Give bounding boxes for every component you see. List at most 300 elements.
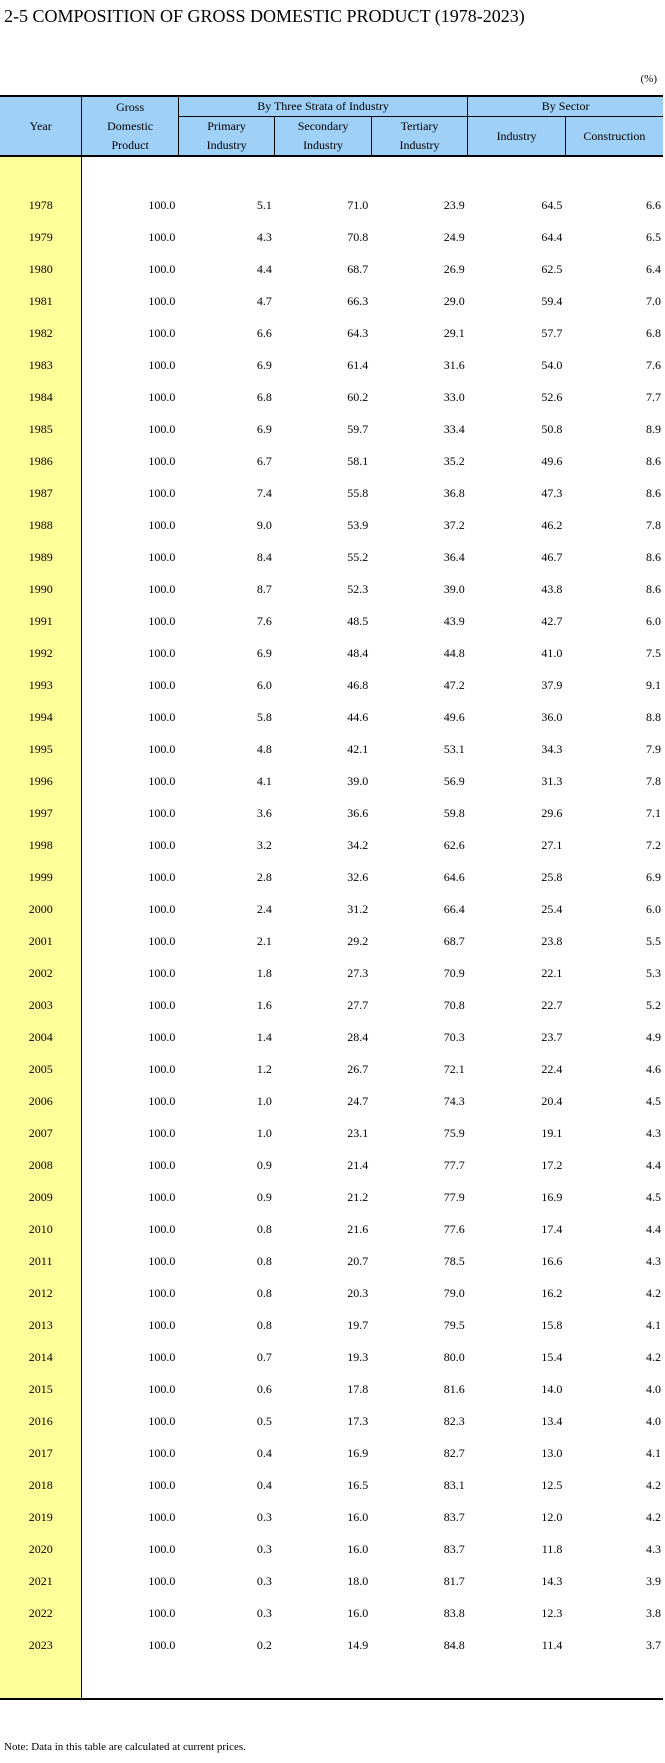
cell-tertiary-industry: 77.9 [443, 1190, 465, 1204]
cell-construction: 6.9 [646, 870, 661, 884]
cell-tertiary-industry: 62.6 [443, 838, 465, 852]
cell-secondary-industry: 66.3 [347, 294, 369, 308]
cell-secondary-industry: 29.2 [347, 934, 369, 948]
cell-construction: 3.8 [646, 1606, 661, 1620]
cell-gdp: 100.0 [82, 1597, 178, 1629]
cell-primary-industry: 0.9 [256, 1190, 272, 1204]
cell-year: 1991 [0, 605, 82, 637]
cell-industry: 23.8 [541, 934, 563, 948]
cell-gdp: 100.0 [82, 861, 178, 893]
cell-construction: 3.7 [646, 1638, 661, 1652]
cell-tertiary-industry: 49.6 [443, 710, 465, 724]
cell-primary-industry: 4.1 [256, 774, 272, 788]
table-row [0, 605, 663, 637]
cell-primary-industry: 0.8 [256, 1222, 272, 1236]
cell-gdp: 100.0 [82, 221, 178, 253]
cell-gdp: 100.0 [82, 541, 178, 573]
cell-primary-industry: 0.7 [256, 1350, 272, 1364]
table-row [0, 733, 663, 765]
table-row [0, 1565, 663, 1597]
table-row [0, 413, 663, 445]
cell-industry: 12.0 [541, 1510, 563, 1524]
cell-construction: 4.3 [646, 1542, 661, 1556]
cell-gdp: 100.0 [82, 829, 178, 861]
cell-secondary-industry: 23.1 [347, 1126, 369, 1140]
cell-secondary-industry: 19.7 [347, 1318, 369, 1332]
cell-year: 1983 [0, 349, 82, 381]
table-row [0, 701, 663, 733]
cell-gdp: 100.0 [82, 1309, 178, 1341]
cell-industry: 42.7 [541, 614, 563, 628]
table-note: Note: Data in this table are calculated at current prices. [4, 1741, 246, 1753]
cell-secondary-industry: 21.4 [347, 1158, 369, 1172]
cell-tertiary-industry: 68.7 [443, 934, 465, 948]
cell-construction: 4.2 [646, 1286, 661, 1300]
header-primary-industry: Primary Industry [178, 117, 274, 157]
cell-gdp: 100.0 [82, 445, 178, 477]
table-row [0, 253, 663, 285]
cell-industry: 11.4 [541, 1638, 563, 1652]
cell-tertiary-industry: 83.1 [443, 1478, 465, 1492]
header-tertiary-industry: Tertiary Industry [371, 117, 467, 157]
table-row [0, 1117, 663, 1149]
cell-year: 1995 [0, 733, 82, 765]
table-row [0, 1021, 663, 1053]
cell-primary-industry: 0.6 [256, 1382, 272, 1396]
cell-gdp: 100.0 [82, 1245, 178, 1277]
cell-tertiary-industry: 77.6 [443, 1222, 465, 1236]
cell-construction: 7.0 [646, 294, 661, 308]
table-row [0, 1085, 663, 1117]
cell-year: 1978 [0, 189, 82, 221]
cell-year: 2017 [0, 1437, 82, 1469]
table-row [0, 349, 663, 381]
table-row [0, 893, 663, 925]
table-row [0, 445, 663, 477]
cell-secondary-industry: 55.8 [347, 486, 369, 500]
cell-industry: 25.4 [541, 902, 563, 916]
cell-primary-industry: 3.2 [256, 838, 272, 852]
cell-year: 1999 [0, 861, 82, 893]
table-row [0, 573, 663, 605]
cell-tertiary-industry: 24.9 [443, 230, 465, 244]
cell-industry: 62.5 [541, 262, 563, 276]
cell-secondary-industry: 31.2 [347, 902, 369, 916]
cell-gdp: 100.0 [82, 605, 178, 637]
cell-industry: 59.4 [541, 294, 563, 308]
cell-construction: 9.1 [646, 678, 661, 692]
gdp-composition-table [0, 95, 663, 1700]
cell-year: 1987 [0, 477, 82, 509]
cell-secondary-industry: 18.0 [347, 1574, 369, 1588]
cell-primary-industry: 0.8 [256, 1286, 272, 1300]
cell-gdp: 100.0 [82, 1341, 178, 1373]
cell-year: 1984 [0, 381, 82, 413]
cell-gdp: 100.0 [82, 1213, 178, 1245]
cell-year: 2000 [0, 893, 82, 925]
table-row [0, 1309, 663, 1341]
cell-year: 2007 [0, 1117, 82, 1149]
cell-secondary-industry: 59.7 [347, 422, 369, 436]
cell-gdp: 100.0 [82, 765, 178, 797]
table-row [0, 1405, 663, 1437]
cell-gdp: 100.0 [82, 989, 178, 1021]
cell-tertiary-industry: 81.7 [443, 1574, 465, 1588]
cell-primary-industry: 0.3 [256, 1574, 272, 1588]
cell-construction: 4.5 [646, 1190, 661, 1204]
cell-construction: 7.9 [646, 742, 661, 756]
cell-gdp: 100.0 [82, 253, 178, 285]
table-row [0, 797, 663, 829]
cell-gdp: 100.0 [82, 1629, 178, 1661]
table-row [0, 1181, 663, 1213]
cell-industry: 20.4 [541, 1094, 563, 1108]
table-row [0, 477, 663, 509]
cell-secondary-industry: 58.1 [347, 454, 369, 468]
cell-industry: 54.0 [541, 358, 563, 372]
cell-gdp: 100.0 [82, 1533, 178, 1565]
cell-year: 1982 [0, 317, 82, 349]
cell-year: 1988 [0, 509, 82, 541]
cell-tertiary-industry: 74.3 [443, 1094, 465, 1108]
cell-secondary-industry: 17.8 [347, 1382, 369, 1396]
cell-secondary-industry: 21.6 [347, 1222, 369, 1236]
cell-year: 1997 [0, 797, 82, 829]
cell-secondary-industry: 21.2 [347, 1190, 369, 1204]
cell-tertiary-industry: 70.9 [443, 966, 465, 980]
cell-construction: 7.6 [646, 358, 661, 372]
cell-construction: 4.2 [646, 1350, 661, 1364]
cell-secondary-industry: 20.3 [347, 1286, 369, 1300]
cell-industry: 25.8 [541, 870, 563, 884]
cell-secondary-industry: 14.9 [347, 1638, 369, 1652]
cell-gdp: 100.0 [82, 733, 178, 765]
cell-industry: 15.8 [541, 1318, 563, 1332]
cell-industry: 52.6 [541, 390, 563, 404]
cell-industry: 36.0 [541, 710, 563, 724]
cell-primary-industry: 7.4 [256, 486, 272, 500]
table-row [0, 509, 663, 541]
table-row [0, 861, 663, 893]
cell-primary-industry: 4.3 [256, 230, 272, 244]
cell-year: 2003 [0, 989, 82, 1021]
cell-secondary-industry: 16.5 [347, 1478, 369, 1492]
cell-industry: 22.1 [541, 966, 563, 980]
table-row [0, 381, 663, 413]
cell-tertiary-industry: 31.6 [443, 358, 465, 372]
unit-label: (%) [640, 73, 657, 85]
cell-primary-industry: 4.7 [256, 294, 272, 308]
cell-construction: 6.4 [646, 262, 661, 276]
cell-year: 2004 [0, 1021, 82, 1053]
cell-primary-industry: 4.4 [256, 262, 272, 276]
cell-gdp: 100.0 [82, 669, 178, 701]
cell-primary-industry: 8.7 [256, 582, 272, 596]
cell-tertiary-industry: 83.7 [443, 1510, 465, 1524]
table-row [0, 1341, 663, 1373]
cell-gdp: 100.0 [82, 1501, 178, 1533]
cell-gdp: 100.0 [82, 285, 178, 317]
cell-construction: 4.3 [646, 1126, 661, 1140]
cell-year: 2001 [0, 925, 82, 957]
cell-primary-industry: 2.8 [256, 870, 272, 884]
cell-tertiary-industry: 66.4 [443, 902, 465, 916]
cell-year: 1998 [0, 829, 82, 861]
cell-industry: 64.5 [541, 198, 563, 212]
cell-secondary-industry: 34.2 [347, 838, 369, 852]
cell-industry: 15.4 [541, 1350, 563, 1364]
cell-secondary-industry: 16.9 [347, 1446, 369, 1460]
table-row [0, 317, 663, 349]
table-row [0, 541, 663, 573]
cell-primary-industry: 6.8 [256, 390, 272, 404]
cell-tertiary-industry: 75.9 [443, 1126, 465, 1140]
cell-primary-industry: 2.1 [256, 934, 272, 948]
cell-primary-industry: 0.3 [256, 1606, 272, 1620]
cell-secondary-industry: 70.8 [347, 230, 369, 244]
cell-gdp: 100.0 [82, 1021, 178, 1053]
cell-construction: 4.5 [646, 1094, 661, 1108]
cell-gdp: 100.0 [82, 637, 178, 669]
cell-primary-industry: 6.7 [256, 454, 272, 468]
cell-year: 2011 [0, 1245, 82, 1277]
cell-construction: 4.4 [646, 1222, 661, 1236]
cell-industry: 31.3 [541, 774, 563, 788]
cell-secondary-industry: 48.5 [347, 614, 369, 628]
cell-tertiary-industry: 59.8 [443, 806, 465, 820]
cell-tertiary-industry: 47.2 [443, 678, 465, 692]
table-row [0, 1277, 663, 1309]
cell-industry: 12.5 [541, 1478, 563, 1492]
cell-primary-industry: 1.0 [256, 1094, 272, 1108]
cell-gdp: 100.0 [82, 573, 178, 605]
cell-year: 2015 [0, 1373, 82, 1405]
cell-primary-industry: 6.9 [256, 358, 272, 372]
cell-secondary-industry: 68.7 [347, 262, 369, 276]
cell-year: 1985 [0, 413, 82, 445]
cell-secondary-industry: 27.7 [347, 998, 369, 1012]
cell-tertiary-industry: 56.9 [443, 774, 465, 788]
table-row [0, 829, 663, 861]
cell-gdp: 100.0 [82, 1437, 178, 1469]
cell-year: 2023 [0, 1629, 82, 1661]
cell-primary-industry: 0.4 [256, 1478, 272, 1492]
cell-industry: 46.7 [541, 550, 563, 564]
cell-tertiary-industry: 70.8 [443, 998, 465, 1012]
table-row [0, 1629, 663, 1661]
cell-year: 2005 [0, 1053, 82, 1085]
cell-tertiary-industry: 64.6 [443, 870, 465, 884]
cell-construction: 4.0 [646, 1414, 661, 1428]
cell-primary-industry: 3.6 [256, 806, 272, 820]
cell-construction: 4.6 [646, 1062, 661, 1076]
cell-secondary-industry: 64.3 [347, 326, 369, 340]
cell-construction: 7.5 [646, 646, 661, 660]
cell-gdp: 100.0 [82, 1373, 178, 1405]
cell-secondary-industry: 19.3 [347, 1350, 369, 1364]
cell-year: 2013 [0, 1309, 82, 1341]
cell-gdp: 100.0 [82, 317, 178, 349]
cell-construction: 4.2 [646, 1478, 661, 1492]
cell-industry: 14.0 [541, 1382, 563, 1396]
cell-construction: 4.9 [646, 1030, 661, 1044]
cell-construction: 7.1 [646, 806, 661, 820]
header-three-strata: By Three Strata of Industry [178, 96, 467, 117]
cell-industry: 22.4 [541, 1062, 563, 1076]
cell-industry: 43.8 [541, 582, 563, 596]
cell-year: 1981 [0, 285, 82, 317]
table-row [0, 285, 663, 317]
cell-secondary-industry: 46.8 [347, 678, 369, 692]
cell-industry: 13.0 [541, 1446, 563, 1460]
cell-tertiary-industry: 81.6 [443, 1382, 465, 1396]
page-title: 2-5 COMPOSITION OF GROSS DOMESTIC PRODUCT (1978-2023) [4, 6, 525, 26]
cell-gdp: 100.0 [82, 701, 178, 733]
cell-secondary-industry: 16.0 [347, 1542, 369, 1556]
cell-gdp: 100.0 [82, 893, 178, 925]
cell-construction: 6.0 [646, 902, 661, 916]
cell-industry: 17.4 [541, 1222, 563, 1236]
cell-secondary-industry: 27.3 [347, 966, 369, 980]
cell-gdp: 100.0 [82, 413, 178, 445]
cell-construction: 4.4 [646, 1158, 661, 1172]
cell-construction: 6.5 [646, 230, 661, 244]
cell-year: 2021 [0, 1565, 82, 1597]
cell-industry: 37.9 [541, 678, 563, 692]
table-row [0, 1437, 663, 1469]
cell-industry: 57.7 [541, 326, 563, 340]
cell-tertiary-industry: 36.4 [443, 550, 465, 564]
cell-secondary-industry: 16.0 [347, 1510, 369, 1524]
cell-construction: 6.8 [646, 326, 661, 340]
cell-construction: 8.6 [646, 454, 661, 468]
cell-year: 1994 [0, 701, 82, 733]
cell-secondary-industry: 28.4 [347, 1030, 369, 1044]
cell-secondary-industry: 32.6 [347, 870, 369, 884]
cell-gdp: 100.0 [82, 957, 178, 989]
cell-tertiary-industry: 70.3 [443, 1030, 465, 1044]
cell-primary-industry: 6.6 [256, 326, 272, 340]
cell-gdp: 100.0 [82, 1117, 178, 1149]
cell-gdp: 100.0 [82, 477, 178, 509]
table-row [0, 637, 663, 669]
cell-year: 2010 [0, 1213, 82, 1245]
cell-year: 1986 [0, 445, 82, 477]
cell-secondary-industry: 61.4 [347, 358, 369, 372]
cell-industry: 50.8 [541, 422, 563, 436]
header-construction: Construction [565, 117, 663, 157]
cell-secondary-industry: 26.7 [347, 1062, 369, 1076]
cell-year: 2020 [0, 1533, 82, 1565]
cell-secondary-industry: 53.9 [347, 518, 369, 532]
cell-tertiary-industry: 80.0 [443, 1350, 465, 1364]
cell-gdp: 100.0 [82, 1565, 178, 1597]
cell-industry: 64.4 [541, 230, 563, 244]
cell-tertiary-industry: 35.2 [443, 454, 465, 468]
cell-gdp: 100.0 [82, 1053, 178, 1085]
cell-tertiary-industry: 82.3 [443, 1414, 465, 1428]
cell-gdp: 100.0 [82, 1469, 178, 1501]
cell-tertiary-industry: 78.5 [443, 1254, 465, 1268]
cell-construction: 7.2 [646, 838, 661, 852]
cell-tertiary-industry: 29.1 [443, 326, 465, 340]
cell-secondary-industry: 71.0 [347, 198, 369, 212]
table-body [0, 189, 663, 1661]
cell-secondary-industry: 17.3 [347, 1414, 369, 1428]
cell-tertiary-industry: 23.9 [443, 198, 465, 212]
header-secondary-industry: Secondary Industry [275, 117, 371, 157]
table-row [0, 1373, 663, 1405]
table-row [0, 765, 663, 797]
cell-secondary-industry: 20.7 [347, 1254, 369, 1268]
cell-primary-industry: 1.4 [256, 1030, 272, 1044]
cell-construction: 6.6 [646, 198, 661, 212]
header-industry: Industry [468, 117, 566, 157]
cell-secondary-industry: 24.7 [347, 1094, 369, 1108]
cell-year: 2016 [0, 1405, 82, 1437]
cell-gdp: 100.0 [82, 509, 178, 541]
cell-industry: 17.2 [541, 1158, 563, 1172]
cell-year: 1979 [0, 221, 82, 253]
cell-tertiary-industry: 77.7 [443, 1158, 465, 1172]
table-row [0, 1501, 663, 1533]
cell-primary-industry: 0.8 [256, 1318, 272, 1332]
cell-secondary-industry: 52.3 [347, 582, 369, 596]
cell-gdp: 100.0 [82, 1149, 178, 1181]
cell-industry: 23.7 [541, 1030, 563, 1044]
cell-tertiary-industry: 79.5 [443, 1318, 465, 1332]
cell-construction: 3.9 [646, 1574, 661, 1588]
cell-primary-industry: 5.1 [256, 198, 272, 212]
cell-primary-industry: 1.0 [256, 1126, 272, 1140]
cell-primary-industry: 6.0 [256, 678, 272, 692]
cell-gdp: 100.0 [82, 797, 178, 829]
cell-primary-industry: 0.8 [256, 1254, 272, 1268]
cell-construction: 7.8 [646, 774, 661, 788]
cell-tertiary-industry: 82.7 [443, 1446, 465, 1460]
table-row [0, 1149, 663, 1181]
cell-industry: 34.3 [541, 742, 563, 756]
cell-primary-industry: 1.6 [256, 998, 272, 1012]
cell-gdp: 100.0 [82, 1085, 178, 1117]
cell-primary-industry: 9.0 [256, 518, 272, 532]
cell-construction: 8.9 [646, 422, 661, 436]
cell-tertiary-industry: 83.7 [443, 1542, 465, 1556]
cell-construction: 5.5 [646, 934, 661, 948]
cell-gdp: 100.0 [82, 1277, 178, 1309]
cell-primary-industry: 7.6 [256, 614, 272, 628]
cell-primary-industry: 0.3 [256, 1542, 272, 1556]
cell-year: 2009 [0, 1181, 82, 1213]
cell-secondary-industry: 44.6 [347, 710, 369, 724]
cell-primary-industry: 6.9 [256, 422, 272, 436]
cell-tertiary-industry: 37.2 [443, 518, 465, 532]
cell-secondary-industry: 16.0 [347, 1606, 369, 1620]
cell-primary-industry: 6.9 [256, 646, 272, 660]
table-row [0, 989, 663, 1021]
table-row [0, 925, 663, 957]
cell-industry: 29.6 [541, 806, 563, 820]
cell-primary-industry: 0.4 [256, 1446, 272, 1460]
cell-industry: 16.2 [541, 1286, 563, 1300]
cell-year: 1992 [0, 637, 82, 669]
cell-industry: 47.3 [541, 486, 563, 500]
cell-primary-industry: 2.4 [256, 902, 272, 916]
cell-primary-industry: 8.4 [256, 550, 272, 564]
cell-tertiary-industry: 33.0 [443, 390, 465, 404]
cell-tertiary-industry: 26.9 [443, 262, 465, 276]
cell-gdp: 100.0 [82, 349, 178, 381]
